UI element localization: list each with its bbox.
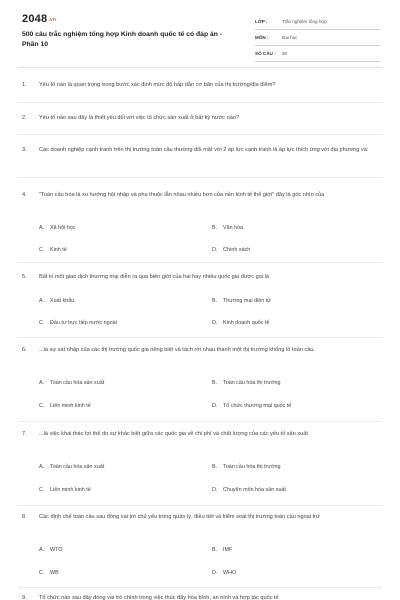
answer-option[interactable] [212, 225, 243, 231]
question-divider [18, 134, 382, 135]
page-header [0, 0, 400, 68]
question-divider [18, 102, 382, 103]
question-number: 1. [22, 82, 27, 88]
answer-option[interactable] [39, 298, 74, 304]
answer-option[interactable] [212, 380, 281, 386]
option-text: Văn hóa [223, 225, 244, 231]
option-letter: B. [212, 225, 218, 231]
question-divider [18, 262, 382, 263]
option-letter: A. [39, 298, 45, 304]
option-letter: D. [212, 570, 218, 576]
answer-option[interactable] [212, 403, 291, 409]
option-text: Đầu tư trực tiếp nước ngoài [50, 320, 117, 326]
option-text: Chuyên môn hóa sản xuất [223, 487, 286, 493]
option-letter: C. [39, 570, 45, 576]
option-text: Chính sách [223, 247, 251, 253]
answer-option[interactable] [212, 298, 271, 304]
answer-option[interactable] [39, 570, 59, 576]
question-number: 6. [22, 347, 27, 353]
option-letter: D. [212, 403, 218, 409]
question-text: Tổ chức nào sau đây đóng vai trò chính trong việc thúc đẩy hòa bình, an ninh và hợp tác quốc tế [39, 595, 279, 600]
option-letter: A. [39, 225, 45, 231]
option-letter: D. [212, 320, 218, 326]
answer-option[interactable] [39, 403, 91, 409]
answer-option[interactable] [39, 487, 91, 493]
question-divider [18, 177, 382, 178]
question-divider [18, 505, 382, 506]
option-letter: A. [39, 380, 45, 386]
header-divider [18, 67, 382, 68]
question-divider [18, 587, 382, 588]
meta-row-subject [255, 30, 381, 46]
question-number: 5. [22, 274, 27, 280]
option-letter: D. [212, 487, 218, 493]
option-text: Kinh tế [50, 247, 67, 253]
answer-option[interactable] [212, 464, 281, 470]
answer-option[interactable] [39, 247, 67, 253]
option-text: WTO [50, 547, 63, 553]
option-letter: C. [39, 247, 45, 253]
meta-key: SỐ CÂU : [255, 51, 276, 56]
option-text: Liên minh kinh tế [50, 487, 91, 493]
meta-row-count [255, 46, 381, 62]
option-letter: B. [212, 464, 218, 470]
question-text: Yếu tố nào là quan trọng trong bước xác định mức độ hấp dẫn cơ bản của thị trường/địa điểm? [39, 82, 276, 88]
question-divider [18, 337, 382, 338]
option-text: Thương mại điện tử [223, 298, 271, 304]
question-number: 8. [22, 514, 27, 520]
option-letter: A. [39, 547, 45, 553]
question-divider [18, 421, 382, 422]
meta-value: 30 [282, 51, 288, 56]
answer-option[interactable] [39, 547, 62, 553]
answer-option[interactable] [39, 380, 104, 386]
answer-option[interactable] [39, 225, 75, 231]
meta-key: MÔN : [255, 35, 269, 40]
option-text: Toàn cầu hóa sản xuất [50, 380, 105, 386]
option-letter: B. [212, 547, 218, 553]
question-text: "Toàn cầu hóa là xu hướng hội nhập và phụ thuộc lẫn nhau nhiều hơn của nền kinh tế thế giới" đây là góc nhìn của [39, 192, 325, 198]
logo-suffix: .vn [48, 17, 57, 23]
answer-option[interactable] [212, 320, 269, 326]
option-letter: B. [212, 380, 218, 386]
question-text: ...là việc khai thác lợi thế do sự khác biệt giữa các quốc gia về chi phí và chất lượng của các yếu tố sản xuất [39, 431, 308, 437]
question-number: 4. [22, 192, 27, 198]
answer-option[interactable] [212, 570, 236, 576]
option-text: Toàn cầu hóa sản xuất [50, 464, 105, 470]
option-letter: C. [39, 320, 45, 326]
logo-text: 2048 [22, 13, 48, 25]
option-text: Toàn cầu hóa thị trường [223, 380, 281, 386]
question-text: Các doanh nghiệp cạnh tranh trên thị trường toàn cầu thường đối mặt với 2 áp lực cạnh tranh là áp lực thích ứng với địa phương và: [39, 147, 369, 153]
site-logo[interactable] [22, 13, 56, 25]
option-text: Xuất khẩu [50, 298, 75, 304]
answer-option[interactable] [39, 320, 117, 326]
option-text: WHO [223, 570, 237, 576]
option-text: Liên minh kinh tế [50, 403, 91, 409]
option-letter: C. [39, 487, 45, 493]
question-number: 9. [22, 595, 27, 600]
option-text: IMF [223, 547, 233, 553]
option-text: Tổ chức thương mại quốc tế [223, 403, 292, 409]
option-letter: D. [212, 247, 218, 253]
option-letter: A. [39, 464, 45, 470]
answer-option[interactable] [212, 487, 286, 493]
question-number: 2. [22, 115, 27, 121]
answer-option[interactable] [39, 464, 104, 470]
answer-option[interactable] [212, 547, 232, 553]
option-text: Kinh doanh quốc tế [223, 320, 270, 326]
question-text: ...là sự sát nhập của các thị trường quốc gia riêng biệt và tách rời nhau thành một thị trường khổng lồ toàn cầu. [39, 347, 315, 353]
meta-key: LỚP : [255, 19, 268, 24]
meta-row-class [255, 14, 381, 30]
option-letter: C. [39, 403, 45, 409]
option-text: Xã hội học [50, 225, 76, 231]
question-text: Bất kì một giao dịch thương mại diễn ra qua biên giới của hai hay nhiều quốc gia được gọi là [39, 274, 269, 280]
meta-value: Trắc nghiệm tổng hợp [282, 19, 327, 24]
question-number: 3. [22, 147, 27, 153]
question-number: 7. [22, 431, 27, 437]
document-meta [255, 14, 381, 62]
option-letter: B. [212, 298, 218, 304]
answer-option[interactable] [212, 247, 250, 253]
question-text: Các định chế toàn cầu sau đóng vai trò chủ yếu trong quản lý, điều tiết và kiểm soát thị trường toàn cầu ngoại trừ [39, 514, 320, 520]
question-text: Yếu tố nào sau đây là thiết yếu đối với việc tổ chức sản xuất ở bất kỳ nước nào? [39, 115, 240, 121]
meta-value: Đại học [282, 35, 298, 40]
option-text: WB [50, 570, 59, 576]
document-title: 500 câu trắc nghiệm tổng hợp Kinh doanh quốc tế có đáp án - Phần 10 [22, 31, 223, 48]
option-text: Toàn cầu hóa thị trường [223, 464, 281, 470]
